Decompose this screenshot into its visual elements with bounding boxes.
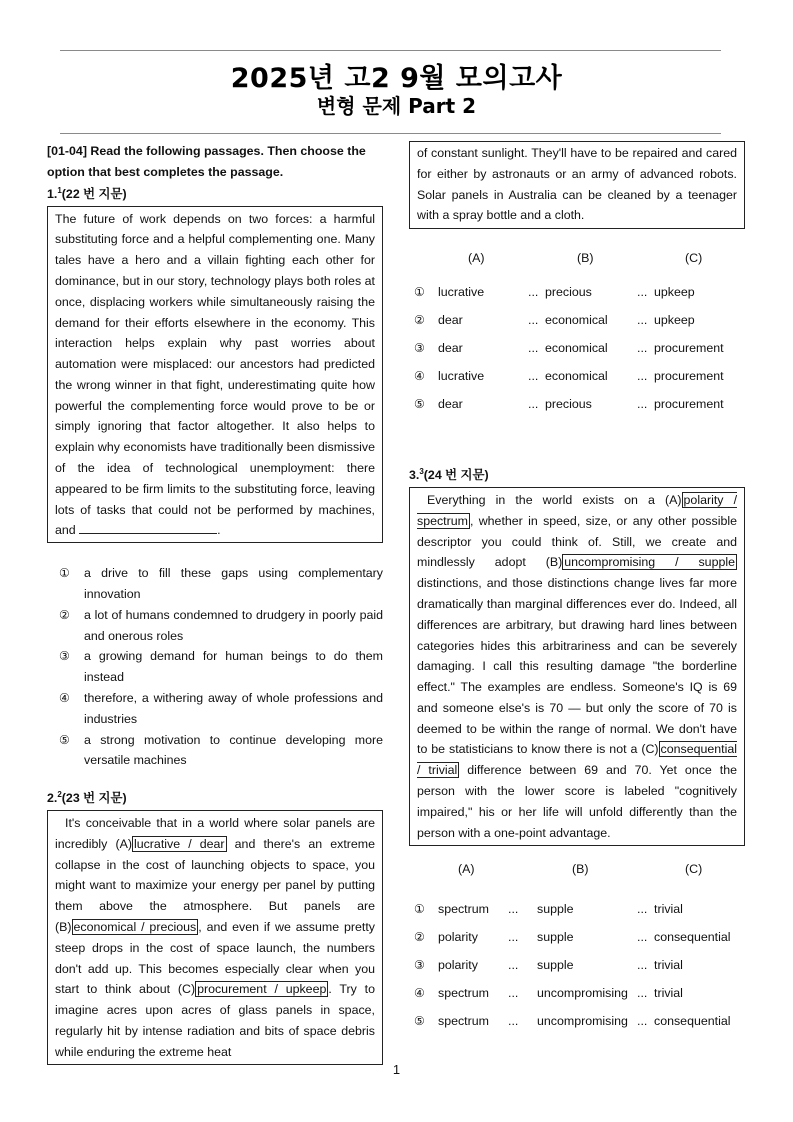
q2-options <box>409 285 745 425</box>
q2-option[interactable]: ⑤ dear ... precious ... procurement <box>414 397 724 412</box>
q2-choice-b: economical / precious <box>73 919 197 934</box>
q2-option[interactable]: ② dear ... economical ... upkeep <box>414 313 695 328</box>
q1-options <box>47 563 383 771</box>
q3-heading: 3.$^3$(24 번 지문) <box>409 467 489 483</box>
q3-block <box>409 462 745 1042</box>
q1-option[interactable]: ④ therefore, a withering away of whole professions and industries <box>59 691 383 726</box>
q1-option[interactable]: ② a lot of humans condemned to drudgery in poorly paid and onerous roles <box>59 607 383 643</box>
instructions: [01-04] Read the following passages. Then choose the option that best completes the passage. <box>47 144 366 179</box>
answer-blank <box>79 521 217 534</box>
q3-passage: Everything in the world exists on a (A) polarity / spectrum , whether in speed, size, or any other possible descriptor you could think of. Still, we create and mindlessly adopt (B) uncompromising / supple distinctions, and those distinctions change lives far more dramatically than marginal differences ever do. Indeed, all differences are arbitrary, but drawing hard lines between categories hides this arbitrariness and can be severely damaging. I call this resulting damage "the borderline effect." The examples are endless. Someone's IQ is 69 and someone else's is 70 — but only the score of 70 is deemed to be within the range of normal. We don't have to be statisticians to know there is not a (C) consequential / trivial difference between 69 and 70. Yet once the person with the lower score is labeled "cognitively impaired," his or her life will unfold differently than the person with a one-point advantage. <box>409 487 745 847</box>
q2-option[interactable]: ④ lucrative ... economical ... procurement <box>414 369 724 384</box>
page-title: 2025년 고2 9월 모의고사 <box>230 63 563 94</box>
q1-heading: 1.$^1$(22 번 지문) <box>47 185 127 201</box>
q1-option[interactable]: ③ a growing demand for human beings to do them instead <box>59 649 383 685</box>
q2-choice-headers: (A) (B) (C) <box>468 251 703 266</box>
q3-option[interactable]: ③ polarity ... supple ... trivial <box>414 958 683 973</box>
q2-choice-a: lucrative / dear <box>133 836 225 851</box>
header-rule <box>60 133 721 134</box>
q2-choice-c: procurement / upkeep <box>197 982 327 997</box>
q3-choice-headers: (A) (B) (C) <box>458 862 703 877</box>
q3-option[interactable]: ② polarity ... supple ... consequential <box>414 930 731 945</box>
q3-choice-c: consequential / trivial <box>417 742 737 778</box>
q3-options <box>409 902 745 1042</box>
page-number: 1 <box>392 1062 401 1077</box>
q1-option[interactable]: ① a drive to fill these gaps using complementary innovation <box>59 566 383 602</box>
q2-block <box>47 785 383 1065</box>
page-subtitle: 변형 문제 Part 2 <box>316 94 477 118</box>
q3-choice-a: polarity / spectrum <box>417 492 738 528</box>
right-column <box>409 141 745 425</box>
left-column <box>47 141 383 771</box>
q2-passage: It's conceivable that in a world where solar panels are incredibly (A) lucrative / dear and there's an extreme collapse in the cost of launching objects to space, you might want to maximize your energy per panel by putting them above the atmosphere. But panels are (B) economical / precious , and even if we assume pretty steep drops in the cost of space launch, the numbers don't add up. This becomes especially clear when you start to think about (C) procurement / upkeep . Try to imagine acres upon acres of glass panels in space, regularly hit by intense radiation and bits of space debris while enduring the extreme heat <box>47 810 383 1066</box>
q3-option[interactable]: ① spectrum ... supple ... trivial <box>414 902 683 917</box>
q1-passage: The future of work depends on two forces: a harmful substituting force and a helpful complementing one. Many tales have a hero and a villain fighting each other for dominance, but in our story, technology plays both roles at once, displacing workers while simultaneously raising the demand for their efforts elsewhere in the economy. This interaction helps explain why past worries about automation were misplaced: our ancestors had predicted the wrong winner in that fight, underestimating quite how powerful the complementing force would prove to be or simply ignoring that factor altogether. It also helps to explain why economists have traditionally been dismissive of the idea of technological unemployment: there appeared to be firm limits to the substituting force, leaving lots of tasks that could not be performed by machines, and . <box>47 206 383 544</box>
q3-option[interactable]: ④ spectrum ... uncompromising ... trivial <box>414 986 683 1001</box>
q2-passage-continued: of constant sunlight. They'll have to be repaired and cared for either by astronauts or an army of advanced robots. Solar panels in Australia can be cleaned by a teenager with a spray bottle and a cloth. <box>409 141 745 229</box>
q1-option[interactable]: ⑤ a strong motivation to continue developing more versatile machines <box>59 732 383 768</box>
q3-choice-b: uncompromising / supple <box>564 555 735 570</box>
q2-option[interactable]: ① lucrative ... precious ... upkeep <box>414 285 695 300</box>
q2-heading: 2.$^2$(23 번 지문) <box>47 790 127 806</box>
q2-option[interactable]: ③ dear ... economical ... procurement <box>414 341 724 356</box>
top-rule <box>60 50 721 51</box>
q3-option[interactable]: ⑤ spectrum ... uncompromising ... consequential <box>414 1014 731 1029</box>
